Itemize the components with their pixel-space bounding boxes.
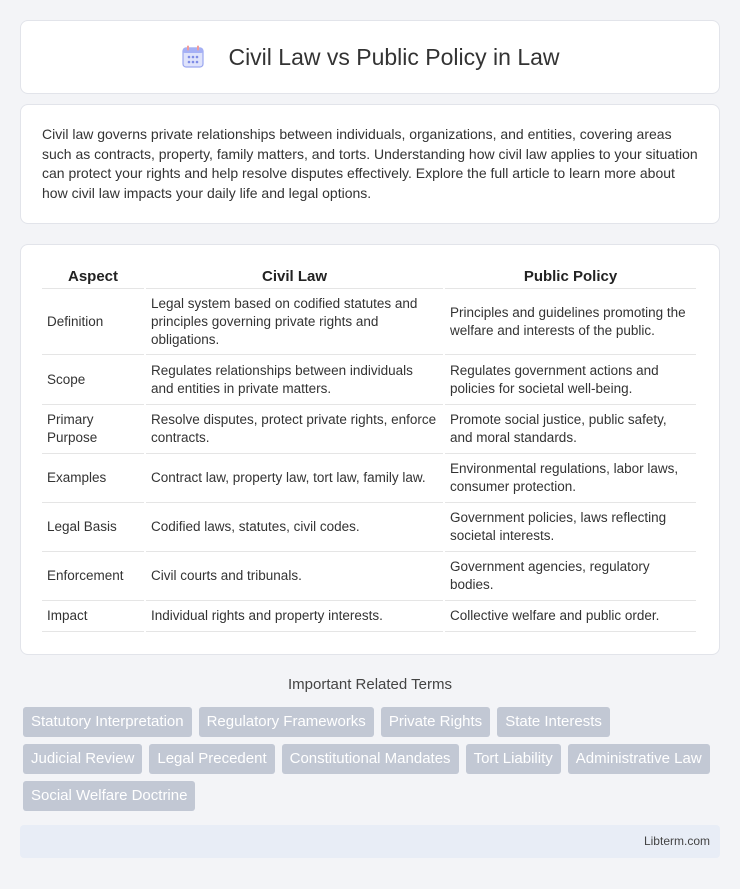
related-terms-title: Important Related Terms — [288, 676, 452, 693]
table-row — [42, 289, 696, 355]
cell-civil-law: Codified laws, statutes, civil codes. — [146, 503, 443, 552]
header-aspect: Aspect — [42, 265, 144, 289]
table-header-row — [42, 265, 696, 289]
tag-state-interests[interactable]: State Interests — [497, 707, 610, 737]
footer — [20, 825, 720, 858]
cell-public-policy: Principles and guidelines promoting the welfare and interests of the public. — [445, 289, 696, 355]
cell-public-policy: Regulates government actions and policies for societal well-being. — [445, 355, 696, 405]
cell-civil-law: Contract law, property law, tort law, family law. — [146, 454, 443, 503]
tag-private-rights[interactable]: Private Rights — [381, 707, 490, 737]
cell-aspect: Scope — [42, 355, 144, 405]
cell-public-policy: Environmental regulations, labor laws, consumer protection. — [445, 454, 696, 503]
tag-tort-liability[interactable]: Tort Liability — [466, 744, 561, 774]
calendar-icon — [180, 44, 206, 70]
table-row — [42, 601, 696, 632]
cell-aspect: Examples — [42, 454, 144, 503]
related-terms-list — [23, 707, 723, 811]
table-row — [42, 405, 696, 454]
cell-civil-law: Regulates relationships between individuals and entities in private matters. — [146, 355, 443, 405]
title-card — [20, 20, 720, 94]
cell-aspect: Primary Purpose — [42, 405, 144, 454]
table-row — [42, 454, 696, 503]
cell-public-policy: Promote social justice, public safety, and moral standards. — [445, 405, 696, 454]
comparison-card — [20, 244, 720, 655]
page-title: Civil Law vs Public Policy in Law — [228, 43, 560, 70]
tag-administrative-law[interactable]: Administrative Law — [568, 744, 710, 774]
footer-site-link[interactable]: Libterm.com — [643, 834, 710, 848]
tag-judicial-review[interactable]: Judicial Review — [23, 744, 142, 774]
tag-legal-precedent[interactable]: Legal Precedent — [149, 744, 274, 774]
cell-public-policy: Government agencies, regulatory bodies. — [445, 552, 696, 601]
header-civil-law: Civil Law — [146, 265, 443, 289]
cell-aspect: Definition — [42, 289, 144, 355]
tag-social-welfare-doctrine[interactable]: Social Welfare Doctrine — [23, 781, 195, 811]
header-public-policy: Public Policy — [445, 265, 696, 289]
cell-aspect: Enforcement — [42, 552, 144, 601]
tag-regulatory-frameworks[interactable]: Regulatory Frameworks — [199, 707, 374, 737]
cell-aspect: Impact — [42, 601, 144, 632]
cell-civil-law: Legal system based on codified statutes and principles governing private rights and obligations. — [146, 289, 443, 355]
table-row — [42, 503, 696, 552]
tag-constitutional-mandates[interactable]: Constitutional Mandates — [282, 744, 459, 774]
intro-card — [20, 104, 720, 224]
intro-text: Civil law governs private relationships between individuals, organizations, and entities, covering areas such as contracts, property, family matters, and torts. Understanding how civil law applies to your situation can protect your rights and help resolve disputes effectively. Explore the full article to learn more about how civil law impacts your daily life and legal options. — [42, 126, 698, 201]
table-row — [42, 355, 696, 405]
cell-aspect: Legal Basis — [42, 503, 144, 552]
cell-civil-law: Individual rights and property interests. — [146, 601, 443, 632]
cell-civil-law: Civil courts and tribunals. — [146, 552, 443, 601]
table-row — [42, 552, 696, 601]
tag-statutory-interpretation[interactable]: Statutory Interpretation — [23, 707, 192, 737]
cell-public-policy: Collective welfare and public order. — [445, 601, 696, 632]
cell-civil-law: Resolve disputes, protect private rights, enforce contracts. — [146, 405, 443, 454]
comparison-table — [40, 265, 698, 632]
cell-public-policy: Government policies, laws reflecting societal interests. — [445, 503, 696, 552]
